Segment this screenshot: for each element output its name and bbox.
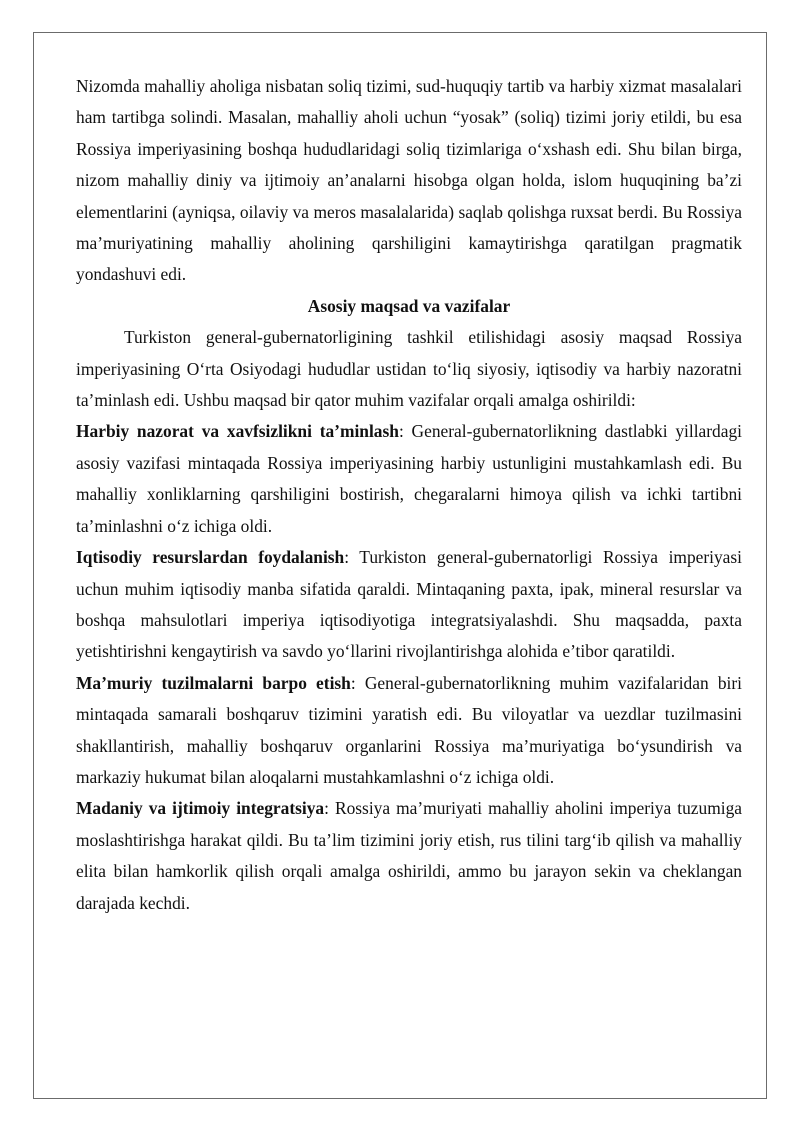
task-term: Harbiy nazorat va xavfsizlikni ta’minlash	[76, 421, 399, 442]
task-term: Madaniy va ijtimoiy integratsiya	[76, 798, 325, 819]
task-paragraph-culture	[76, 793, 742, 919]
section-intro-paragraph: Turkiston general-gubernatorligining tashkil etilishidagi asosiy maqsad Rossiya imperiyasining O‘rta Osiyodagi hududlar ustidan to‘liq siyosiy, iqtisodiy va harbiy nazoratni ta’minlash edi. Ushbu maqsad bir qator muhim vazifalar orqali amalga oshirildi:	[76, 327, 742, 411]
task-paragraph-administration	[76, 668, 742, 794]
task-text: : Rossiya ma’muriyati mahalliy aholini imperiya tuzumiga moslashtirishga harakat qildi. Bu ta’lim tizimini joriy etish, rus tilini targ‘ib qilish va mahalliy elita bilan hamkorlik qilish orqali amalga oshirildi, ammo bu jarayon sekin va cheklangan darajada kechdi.	[76, 798, 742, 913]
section-heading: Asosiy maqsad va vazifalar	[307, 295, 511, 316]
intro-paragraph: Nizomda mahalliy aholiga nisbatan soliq tizimi, sud-huquqiy tartib va harbiy xizmat masalalari ham tartibga solindi. Masalan, mahalliy aholi uchun “yosak” (soliq) tizimi joriy etildi, bu esa Rossiya imperiyasining boshqa hududlaridagi soliq tizimlariga o‘xshash edi. Shu bilan birga, nizom mahalliy diniy va ijtimoiy an’analarni hisobga olgan holda, islom huquqining ba’zi elementlarini (ayniqsa, oilaviy va meros masalalarida) saqlab qolishga ruxsat berdi. Bu Rossiya ma’muriyatining mahalliy aholining qarshiligini kamaytirishga qaratilgan pragmatik yondashuvi edi.	[76, 76, 742, 285]
task-term: Iqtisodiy resurslardan foydalanish	[76, 547, 345, 568]
task-text: : Turkiston general-gubernatorligi Rossiya imperiyasi uchun muhim iqtisodiy manba sifatida qaraldi. Mintaqaning paxta, ipak, mineral resurslar va boshqa mahsulotlari imperiya iqtisodiyotiga integratsiyalashdi. Shu maqsadda, paxta yetishtirishni kengaytirish va savdo yo‘llarini rivojlantirishga alohida e’tibor qaratildi.	[76, 547, 742, 662]
task-text: : General-gubernatorlikning muhim vazifalaridan biri mintaqada samarali boshqaruv tizimini yaratish edi. Bu viloyatlar va uezdlar tuzilmasini shakllantirish, mahalliy boshqaruv organlarini Rossiya ma’muriyatiga bo‘ysundirish va markaziy hukumat bilan aloqalarni mustahkamlashni o‘z ichiga oldi.	[76, 672, 742, 787]
task-term: Ma’muriy tuzilmalarni barpo etish	[76, 672, 351, 693]
task-paragraph-military	[76, 416, 742, 542]
document-body	[76, 71, 742, 919]
task-text: : General-gubernatorlikning dastlabki yillardagi asosiy vazifasi mintaqada Rossiya imperiyasining harbiy ustunligini mustahkamlash edi. Bu mahalliy xonliklarning qarshiligini bostirish, chegaralarni himoya qilish va ichki tartibni ta’minlashni o‘z ichiga oldi.	[76, 421, 742, 536]
task-paragraph-economy	[76, 542, 742, 668]
